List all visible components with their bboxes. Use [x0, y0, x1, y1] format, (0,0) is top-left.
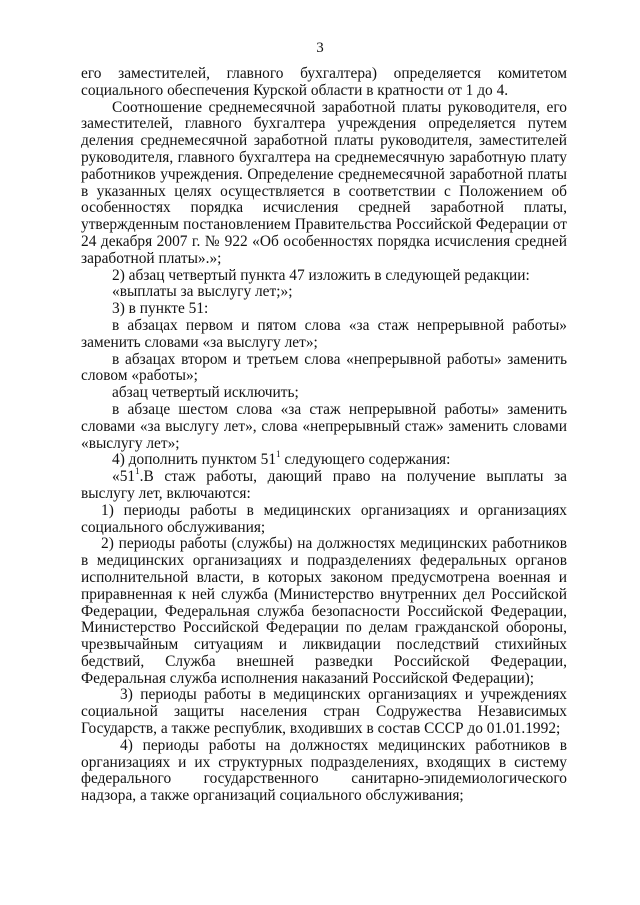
paragraph-11-text-after: .В стаж работы, дающий право на получение выплаты за выслугу лет, включаются: — [81, 468, 567, 502]
paragraph-10 — [81, 449, 567, 469]
paragraph-10-text-after: следующего содержания: — [280, 451, 451, 469]
paragraph-11-superscript: 1 — [135, 466, 140, 476]
paragraph-9: в абзаце шестом слова «за стаж непрерывной работы» заменить словами «за выслугу лет», слова «непрерывный стаж» заменить словами «выслугу лет»; — [81, 400, 567, 452]
paragraph-14: 3) периоды работы в медицинских организациях и учреждениях социальной защиты населения стран Содружества Независимых Государств, а также республик, входивших в состав СССР до 01.01.1992; — [81, 686, 567, 738]
paragraph-13: 2) периоды работы (службы) на должностях медицинских работников в медицинских организациях и подразделениях федеральных органов исполнительной власти, в которых законом предусмотрена военная и приравненная к ней служба (Министерство внутренних дел Российской Федерации, Федеральная служба безопасности Российской Федерации, Министерство Российской Федерации по делам гражданской обороны, чрезвычайным ситуациям и ликвидации последствий стихийных бедствий, Служба внешней разведки Российской Федерации, Федеральная служба исполнения наказаний Российской Федерации); — [81, 535, 567, 687]
paragraph-10-superscript: 1 — [276, 449, 281, 460]
paragraph-5: 3) в пункте 51: — [112, 300, 209, 318]
paragraph-7: в абзацах втором и третьем слова «непрерывной работы» заменить словом «работы»; — [81, 350, 567, 385]
page-number: 3 — [316, 40, 324, 56]
paragraph-12: 1) периоды работы в медицинских организациях и организациях социального обслуживания; — [81, 501, 567, 536]
paragraph-11-text-before: «51 — [112, 468, 136, 486]
paragraph-10-text-before: 4) дополнить пунктом 51 — [112, 451, 277, 469]
paragraph-2: Соотношение среднемесячной заработной платы руководителя, его заместителей, главного бухгалтера учреждения определяется путем деления среднемесячной заработной платы руководителя, заместителей руководителя, главного бухгалтера на среднемесячную заработную плату работников учреждения. Определение среднемесячной заработной платы в указанных целях осуществляется в соответствии с Положением об особенностях порядка исчисления средней заработной платы, утвержденным постановлением Правительства Российской Федерации от 24 декабря 2007 г. № 922 «Об особенностях порядка исчисления средней заработной платы».»; — [81, 98, 567, 267]
paragraph-11 — [81, 466, 567, 503]
paragraph-4: «выплаты за выслугу лет;»; — [112, 283, 293, 301]
paragraph-1: его заместителей, главного бухгалтера) определяется комитетом социального обеспечения Курской области в кратности от 1 до 4. — [81, 65, 567, 99]
paragraph-6: в абзацах первом и пятом слова «за стаж непрерывной работы» заменить словами «за выслугу лет»; — [81, 316, 567, 351]
paragraph-8: абзац четвертый исключить; — [112, 384, 299, 402]
paragraph-3: 2) абзац четвертый пункта 47 изложить в следующей редакции: — [112, 266, 530, 284]
document-body — [81, 66, 567, 805]
paragraph-15: 4) периоды работы на должностях медицинских работников в организациях и их структурных подразделениях, входящих в систему федерального государственного санитарно-эпидемиологического надзора, а также организаций социального обслуживания; — [81, 736, 567, 805]
